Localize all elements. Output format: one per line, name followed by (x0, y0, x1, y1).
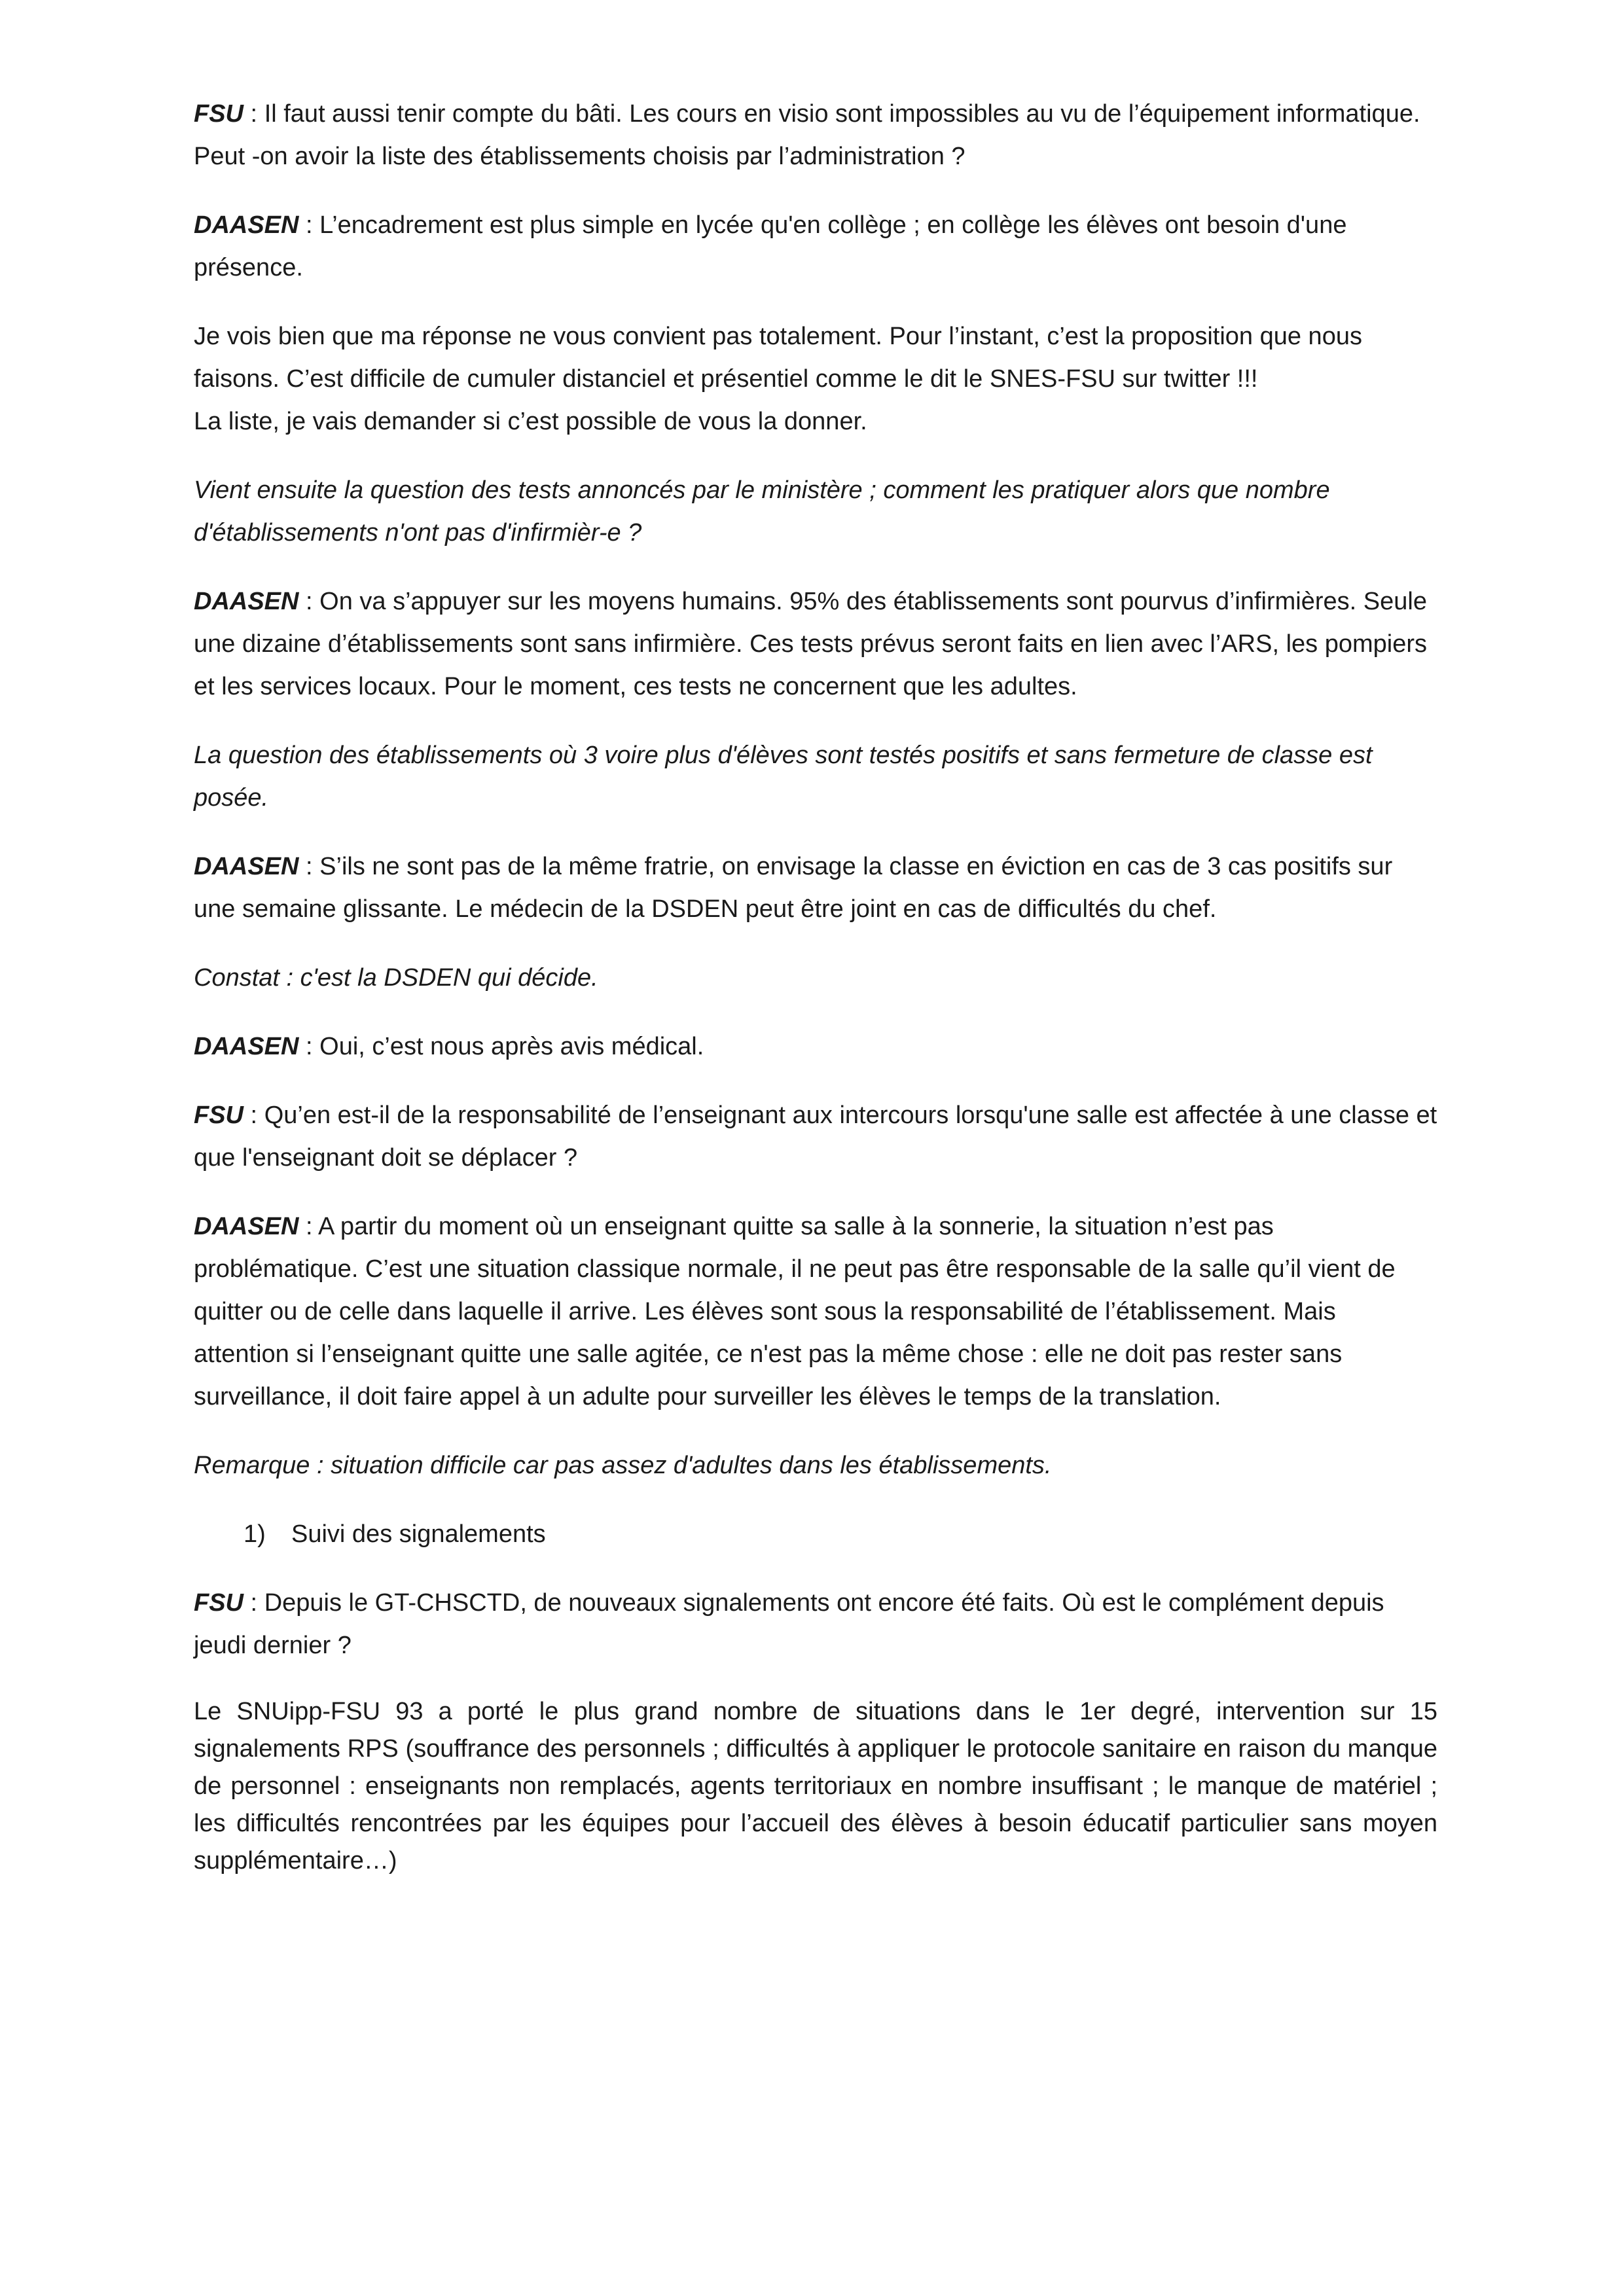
paragraph-text: Remarque : situation difficile car pas assez d'adultes dans les établissements. (194, 1452, 1052, 1479)
speaker-separator: : (298, 1213, 319, 1240)
speaker-label: FSU (194, 1589, 244, 1617)
paragraph-reponse (194, 315, 1437, 443)
paragraph-fsu-bati (194, 93, 1437, 178)
speaker-separator: : (298, 853, 320, 880)
speaker-separator: : (244, 1102, 264, 1129)
paragraph-daasen-encadrement (194, 204, 1437, 289)
paragraph-daasen-fratrie (194, 846, 1437, 931)
document-page (194, 93, 1437, 1906)
paragraph-text: La liste, je vais demander si c’est possible de vous la donner. (194, 408, 867, 435)
speaker-separator: : (298, 588, 320, 615)
paragraph-daasen-sonnerie (194, 1206, 1437, 1418)
paragraph-question-tests (194, 469, 1437, 554)
speaker-label: DAASEN (194, 1213, 299, 1240)
paragraph-fsu-responsabilite (194, 1094, 1437, 1179)
paragraph-text: S’ils ne sont pas de la même fratrie, on envisage la classe en éviction en cas de 3 cas positifs sur une semaine glissante. Le médecin de la DSDEN peut être joint en cas de difficultés du chef. (194, 853, 1393, 923)
paragraph-question-positifs (194, 734, 1437, 819)
paragraph-fsu-signalements (194, 1582, 1437, 1667)
paragraph-text: Je vois bien que ma réponse ne vous convient pas totalement. Pour l’instant, c’est la proposition que nous faisons. C’est difficile de cumuler distanciel et présentiel comme le dit le SNES-FSU sur twitter !!! (194, 323, 1362, 393)
speaker-separator: : (244, 1589, 264, 1617)
paragraph-daasen-oui (194, 1026, 1437, 1068)
speaker-label: DAASEN (194, 211, 299, 239)
paragraph-text: Depuis le GT-CHSCTD, de nouveaux signalements ont encore été faits. Où est le complément depuis jeudi dernier ? (194, 1589, 1384, 1659)
speaker-label: DAASEN (194, 1033, 299, 1060)
paragraph-remarque (194, 1444, 1437, 1487)
paragraph-text: L’encadrement est plus simple en lycée qu'en collège ; en collège les élèves ont besoin d'une présence. (194, 211, 1347, 281)
paragraph-text: A partir du moment où un enseignant quitte sa salle à la sonnerie, la situation n’est pas problématique. C’est une situation classique normale, il ne peut pas être responsable de la salle qu’il vient de quitter ou de celle dans laquelle il arrive. Les élèves sont sous la responsabilité de l’établissement. Mais attention si l’enseignant quitte une salle agitée, ce n'est pas la même chose : elle ne doit pas rester sans surveillance, il doit faire appel à un adulte pour surveiller les élèves le temps de la translation. (194, 1213, 1396, 1410)
paragraph-text: Constat : c'est la DSDEN qui décide. (194, 964, 598, 992)
speaker-label: DAASEN (194, 853, 299, 880)
paragraph-text: Il faut aussi tenir compte du bâti. Les cours en visio sont impossibles au vu de l’équipement informatique. (264, 100, 1420, 128)
paragraph-text: Oui, c’est nous après avis médical. (319, 1033, 704, 1060)
paragraph-text: Vient ensuite la question des tests annoncés par le ministère ; comment les pratiquer alors que nombre d'établissements n'ont pas d'infirmièr-e ? (194, 476, 1330, 547)
list-item-text: Suivi des signalements (291, 1520, 546, 1548)
paragraph-snuipp (194, 1693, 1437, 1880)
paragraph-text: La question des établissements où 3 voire plus d'élèves sont testés positifs et sans fermeture de classe est posée. (194, 742, 1373, 812)
speaker-label: FSU (194, 100, 244, 128)
paragraph-constat (194, 957, 1437, 999)
speaker-separator: : (298, 211, 320, 239)
paragraph-text: Qu’en est-il de la responsabilité de l’enseignant aux intercours lorsqu'une salle est affectée à une classe et que l'enseignant doit se déplacer ? (194, 1102, 1437, 1172)
list-number: 1) (244, 1520, 266, 1548)
paragraph-daasen-moyens (194, 581, 1437, 708)
speaker-label: FSU (194, 1102, 244, 1129)
numbered-list-item (194, 1513, 1437, 1556)
speaker-separator: : (298, 1033, 320, 1060)
paragraph-text: On va s’appuyer sur les moyens humains. 95% des établissements sont pourvus d’infirmières. Seule une dizaine d’établissements sont sans infirmière. Ces tests prévus seront faits en lien avec l’ARS, les pompiers et les services locaux. Pour le moment, ces tests ne concernent que les adultes. (194, 588, 1427, 700)
speaker-separator: : (244, 100, 264, 128)
paragraph-text: Peut -on avoir la liste des établissements choisis par l’administration ? (194, 143, 965, 170)
paragraph-text: Le SNUipp-FSU 93 a porté le plus grand nombre de situations dans le 1er degré, intervention sur 15 signalements RPS (souffrance des personnels ; difficultés à appliquer le protocole sanitaire en raison du manque de personnel : enseignants non remplacés, agents territoriaux en nombre insuffisant ; le manque de matériel ; les difficultés rencontrées par les équipes pour l’accueil des élèves à besoin éducatif particulier sans moyen supplémentaire…) (194, 1698, 1437, 1874)
speaker-label: DAASEN (194, 588, 299, 615)
